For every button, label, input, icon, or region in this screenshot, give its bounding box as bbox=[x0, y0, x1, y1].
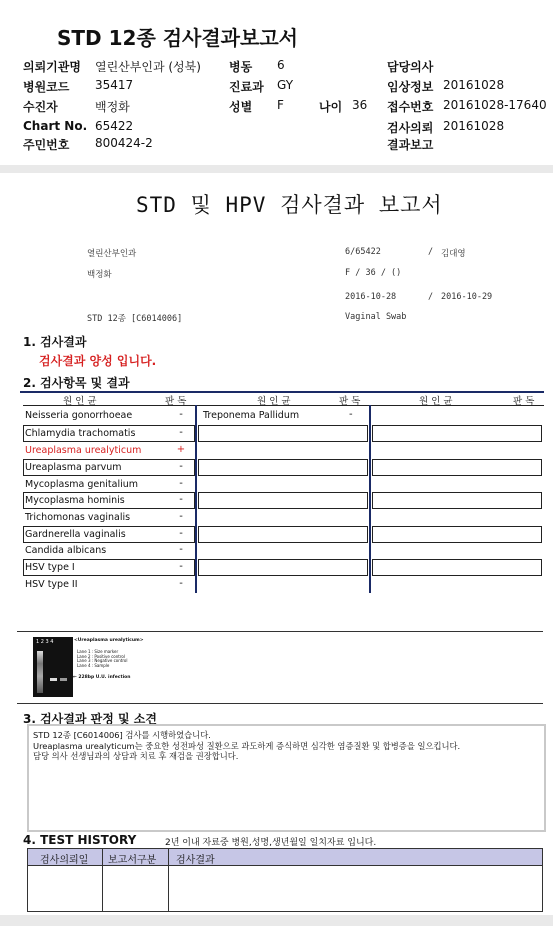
pathogen-name: Neisseria gonorrhoeae bbox=[25, 410, 133, 421]
dept-value: GY bbox=[277, 78, 294, 92]
patient-value: 백정화 bbox=[95, 100, 130, 114]
ward-value: 6 bbox=[277, 58, 285, 72]
empty-result-box bbox=[198, 459, 368, 476]
pathogen-name: HSV type I bbox=[25, 562, 75, 573]
section4-heading: 4. TEST HISTORY bbox=[23, 833, 137, 847]
empty-result-box bbox=[198, 492, 368, 509]
pathogen-result: - bbox=[179, 409, 183, 420]
col3-pathogen-header: 원 인 균 bbox=[419, 396, 453, 407]
empty-result-box bbox=[198, 425, 368, 442]
opinion-line: 담당 의사 선생님과의 상담과 치료 후 재검을 권장합니다. bbox=[33, 751, 239, 761]
gel-legend-line: Lane 2 : Positive control bbox=[77, 653, 125, 659]
age-label: 나이 bbox=[319, 100, 343, 114]
positive-result-text: 검사결과 양성 입니다. bbox=[39, 354, 157, 368]
pathogen-name: Gardnerella vaginalis bbox=[25, 529, 126, 540]
empty-result-box bbox=[198, 559, 368, 576]
gel-bottom-rule bbox=[17, 703, 543, 704]
doctor-name: 김대영 bbox=[441, 249, 466, 259]
hospital-code-value: 35417 bbox=[95, 78, 134, 92]
sex-age: F / 36 / () bbox=[345, 268, 402, 278]
patient-label: 수진자 bbox=[23, 100, 58, 114]
specimen: Vaginal Swab bbox=[345, 312, 407, 322]
pathogen-name: Candida albicans bbox=[25, 545, 107, 556]
patient-name: 백정화 bbox=[87, 270, 112, 280]
opinion-text bbox=[33, 730, 460, 762]
pathogen-name: HSV type II bbox=[25, 579, 78, 590]
sex-value: F bbox=[277, 98, 284, 112]
gel-caption: <Ureaplasma urealyticum> bbox=[74, 638, 144, 643]
col3-result-header: 판 독 bbox=[513, 396, 535, 407]
chart-value: 65422 bbox=[95, 119, 134, 133]
pathogen-name: Ureaplasma parvum bbox=[25, 462, 122, 473]
dept-label: 진료과 bbox=[229, 80, 264, 94]
empty-result-box bbox=[372, 492, 542, 509]
col1-result-header: 판 독 bbox=[165, 396, 187, 407]
report-label: 결과보고 bbox=[387, 138, 434, 152]
receipt-label: 접수번호 bbox=[387, 100, 434, 114]
pathogen-name: Treponema Pallidum bbox=[203, 410, 300, 421]
receipt-value: 20161028-17640 bbox=[443, 98, 547, 112]
request-value: 20161028 bbox=[443, 119, 505, 133]
opinion-box bbox=[27, 724, 546, 832]
history-col-divider bbox=[102, 849, 103, 911]
pathogen-result: - bbox=[179, 494, 183, 505]
pathogen-result: - bbox=[179, 461, 183, 472]
id-label: 주민번호 bbox=[23, 138, 70, 152]
gel-top-rule bbox=[17, 631, 543, 632]
pathogen-name: Chlamydia trachomatis bbox=[25, 428, 136, 439]
empty-result-box bbox=[372, 526, 542, 543]
column-divider bbox=[195, 405, 197, 593]
empty-result-box bbox=[198, 526, 368, 543]
gel-legend-line: Lane 3 : Negative control bbox=[77, 658, 128, 663]
report-title: STD 및 HPV 검사결과 보고서 bbox=[136, 193, 443, 217]
history-col-result: 검사결과 bbox=[176, 855, 215, 866]
history-note: 2년 이내 자료중 병원,성명,생년월일 일치자료 입니다. bbox=[165, 838, 377, 848]
chart-doctor: 6/65422 bbox=[345, 247, 381, 257]
opinion-line: STD 12종 [C6014006] 검사를 시행하였습니다. bbox=[33, 730, 211, 740]
marker-lane bbox=[37, 651, 43, 693]
history-col-date: 검사의뢰일 bbox=[40, 855, 89, 866]
history-col-type: 보고서구분 bbox=[108, 855, 157, 866]
ward-label: 병동 bbox=[229, 60, 253, 74]
chart-label: Chart No. bbox=[23, 119, 88, 133]
id-value: 800424-2 bbox=[95, 136, 153, 150]
clinic-name: 열린산부인과 bbox=[87, 249, 137, 259]
empty-result-box bbox=[372, 459, 542, 476]
doctor-separator: / bbox=[428, 247, 434, 257]
pathogen-name: Mycoplasma genitalium bbox=[25, 479, 139, 490]
col1-pathogen-header: 원 인 균 bbox=[63, 396, 97, 407]
pathogen-result: - bbox=[349, 409, 353, 420]
gel-legend-line: Lane 4 : Sample bbox=[77, 662, 110, 668]
hospital-code-label: 병원코드 bbox=[23, 80, 70, 94]
sample-band bbox=[60, 678, 67, 681]
doctor-label: 담당의사 bbox=[387, 60, 434, 74]
age-value: 36 bbox=[352, 98, 368, 112]
col2-result-header: 판 독 bbox=[339, 396, 361, 407]
pathogen-result: - bbox=[179, 528, 183, 539]
institution-value: 열린산부인과 (성북) bbox=[95, 60, 201, 74]
date-separator: / bbox=[428, 292, 434, 302]
date-received: 2016-10-28 bbox=[345, 292, 397, 302]
sex-label: 성별 bbox=[229, 100, 253, 114]
pathogen-result: - bbox=[179, 478, 183, 489]
col2-pathogen-header: 원 인 균 bbox=[257, 396, 291, 407]
empty-result-box bbox=[372, 425, 542, 442]
lane-numbers: 1 2 3 4 bbox=[36, 639, 54, 645]
opinion-line: Ureaplasma urealyticum는 중요한 성전파성 질환으로 과도하게 증식하면 심각한 염증질환 및 합병증을 일으킵니다. bbox=[33, 740, 461, 751]
test-code: STD 12종 [C6014006] bbox=[87, 314, 183, 324]
clinical-label: 임상정보 bbox=[387, 80, 434, 94]
pathogen-result: - bbox=[179, 427, 183, 438]
pathogen-result: - bbox=[179, 544, 183, 555]
section1-heading: 1. 검사결과 bbox=[23, 335, 87, 349]
history-table bbox=[27, 848, 543, 912]
summary-title: STD 12종 검사결과보고서 bbox=[57, 26, 298, 50]
gel-legend-line: Lane 1 : Size marker bbox=[77, 649, 119, 654]
col2-header bbox=[197, 393, 369, 406]
pathogen-result: - bbox=[179, 511, 183, 522]
col1-header bbox=[23, 393, 195, 406]
pathogen-result: - bbox=[179, 561, 183, 572]
clinical-value: 20161028 bbox=[443, 78, 505, 92]
pathogen-result-positive: + bbox=[176, 444, 186, 455]
gel-electrophoresis-image bbox=[33, 637, 73, 697]
section3-heading: 3. 검사결과 판정 및 소견 bbox=[23, 712, 157, 726]
pathogen-result: - bbox=[179, 578, 183, 589]
history-col-divider bbox=[168, 849, 169, 911]
col3-header bbox=[371, 393, 544, 406]
empty-result-box bbox=[372, 559, 542, 576]
gel-legend bbox=[77, 650, 127, 668]
history-header-row bbox=[28, 849, 542, 866]
institution-label: 의뢰기관명 bbox=[23, 60, 81, 74]
column-divider bbox=[369, 405, 371, 593]
sample-band bbox=[50, 678, 57, 681]
request-label: 검사의뢰 bbox=[387, 121, 434, 135]
pathogen-name-positive: Ureaplasma urealyticum bbox=[25, 445, 142, 456]
section2-heading: 2. 검사항목 및 결과 bbox=[23, 376, 130, 390]
pathogen-name: Mycoplasma hominis bbox=[25, 495, 125, 506]
gel-band-label: ← 228bp U.U. infection bbox=[73, 675, 131, 680]
pathogen-name: Trichomonas vaginalis bbox=[25, 512, 131, 523]
date-reported: 2016-10-29 bbox=[441, 292, 493, 302]
